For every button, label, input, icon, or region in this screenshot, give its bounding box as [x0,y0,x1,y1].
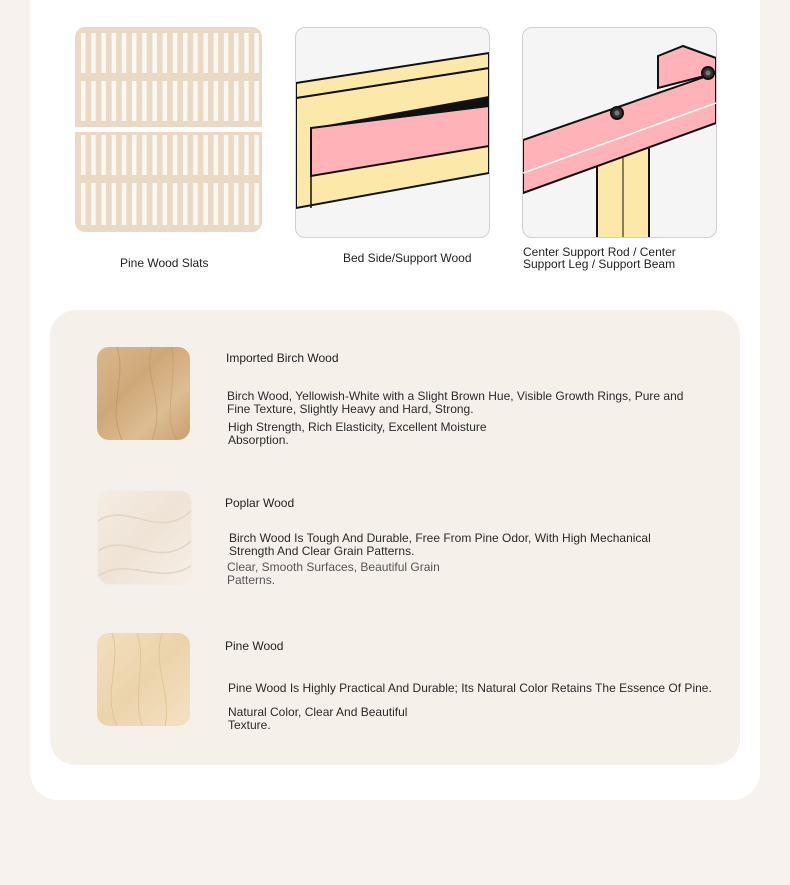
center-support-icon [523,28,716,237]
material-feature-birch: High Strength, Rich Elasticity, Excellent Moisture Absorption. [228,420,487,447]
component-caption-side: Bed Side/Support Wood [343,251,472,265]
component-caption-center: Center Support Rod / Center Support Leg / Support Beam [523,245,676,271]
slat-frame-icon [75,27,262,232]
side-support-image [295,27,490,238]
material-title-poplar: Poplar Wood [225,496,295,510]
material-title-birch: Imported Birch Wood [226,351,339,365]
material-title-pine: Pine Wood [225,639,284,653]
material-description-pine: Pine Wood Is Highly Practical And Durable; Its Natural Color Retains The Essence Of Pine. [228,681,712,695]
center-support-image [522,27,717,238]
birch-wood-swatch [97,347,190,440]
wood-grain-icon [97,633,190,726]
poplar-wood-swatch [97,490,192,585]
side-rail-icon [296,28,489,237]
wood-grain-icon [97,347,190,440]
wood-grain-icon [98,491,191,584]
component-caption-slats: Pine Wood Slats [120,256,209,270]
pine-slats-image [75,27,262,232]
material-description-birch: Birch Wood, Yellowish-White with a Slight Brown Hue, Visible Growth Rings, Pure and Fine Texture, Slightly Heavy and Hard, Strong. [227,389,684,416]
pine-wood-swatch [97,633,190,726]
material-feature-pine: Natural Color, Clear And Beautiful Texture. [228,705,408,732]
material-feature-poplar: Clear, Smooth Surfaces, Beautiful Grain Patterns. [227,560,440,587]
material-description-poplar: Birch Wood Is Tough And Durable, Free From Pine Odor, With High Mechanical Strength And Clear Grain Patterns. [229,531,651,558]
